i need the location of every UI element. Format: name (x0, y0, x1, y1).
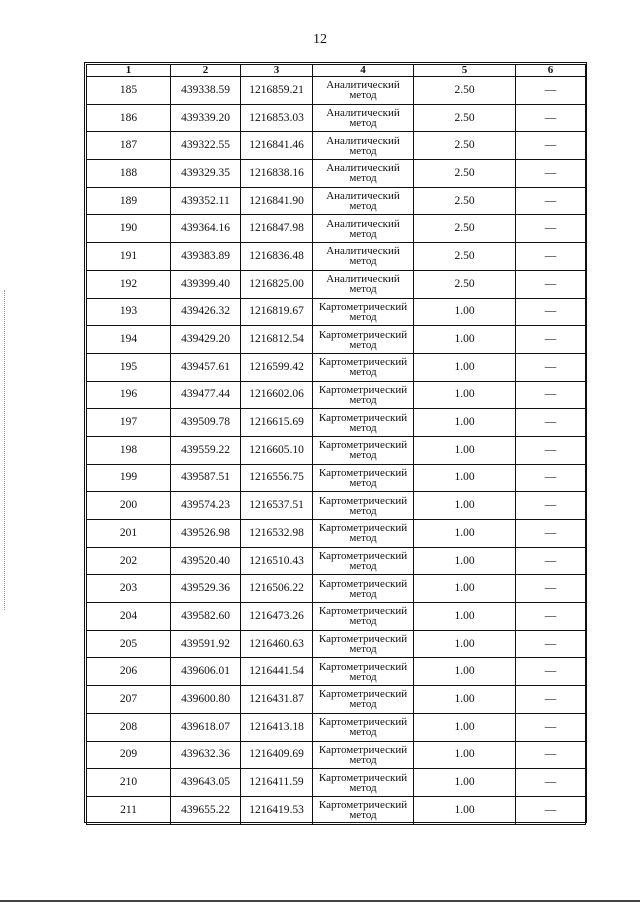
note-cell: — (516, 769, 586, 797)
note-cell: — (516, 547, 586, 575)
y-coordinate-cell: 1216537.51 (241, 492, 313, 520)
method-cell (313, 575, 414, 603)
point-number-cell: 189 (87, 187, 171, 215)
method-text: метод (349, 643, 377, 656)
y-coordinate-cell: 1216853.03 (241, 104, 313, 132)
column-header: 4 (313, 65, 414, 77)
x-coordinate-cell: 439655.22 (171, 796, 241, 824)
accuracy-cell: 1.00 (414, 547, 516, 575)
method-cell (313, 381, 414, 409)
method-text: метод (349, 89, 377, 102)
accuracy-cell: 1.00 (414, 713, 516, 741)
table-row (87, 270, 586, 298)
method-text: метод (349, 587, 377, 600)
method-text: Картометрический (318, 411, 408, 424)
method-cell (313, 132, 414, 160)
accuracy-cell: 1.00 (414, 464, 516, 492)
note-cell: — (516, 215, 586, 243)
x-coordinate-cell: 439587.51 (171, 464, 241, 492)
point-number-cell: 210 (87, 769, 171, 797)
method-text: метод (349, 670, 377, 683)
method-text: метод (349, 809, 377, 822)
y-coordinate-cell: 1216605.10 (241, 436, 313, 464)
accuracy-cell: 1.00 (414, 326, 516, 354)
x-coordinate-cell: 439526.98 (171, 520, 241, 548)
point-number-cell: 201 (87, 520, 171, 548)
method-cell (313, 769, 414, 797)
method-cell (313, 520, 414, 548)
accuracy-cell: 2.50 (414, 160, 516, 188)
accuracy-cell: 1.00 (414, 298, 516, 326)
table-row (87, 464, 586, 492)
x-coordinate-cell: 439591.92 (171, 630, 241, 658)
method-text: метод (349, 393, 377, 406)
note-cell: — (516, 630, 586, 658)
method-cell (313, 464, 414, 492)
method-text: метод (349, 615, 377, 628)
y-coordinate-cell: 1216836.48 (241, 243, 313, 271)
note-cell: — (516, 104, 586, 132)
note-cell: — (516, 77, 586, 105)
table-row (87, 326, 586, 354)
x-coordinate-cell: 439559.22 (171, 436, 241, 464)
x-coordinate-cell: 439429.20 (171, 326, 241, 354)
method-cell (313, 270, 414, 298)
table-row (87, 187, 586, 215)
method-cell (313, 658, 414, 686)
table-row (87, 520, 586, 548)
x-coordinate-cell: 439574.23 (171, 492, 241, 520)
method-text: Картометрический (318, 799, 408, 812)
accuracy-cell: 1.00 (414, 575, 516, 603)
point-number-cell: 211 (87, 796, 171, 824)
method-cell (313, 187, 414, 215)
method-text: метод (349, 117, 377, 130)
method-cell (313, 215, 414, 243)
method-cell (313, 243, 414, 271)
method-text: Картометрический (318, 577, 408, 590)
method-text: Аналитический (326, 245, 400, 258)
accuracy-cell: 2.50 (414, 270, 516, 298)
method-text: метод (349, 200, 377, 213)
point-number-cell: 207 (87, 686, 171, 714)
table-row (87, 409, 586, 437)
method-text: Картометрический (318, 550, 408, 563)
point-number-cell: 193 (87, 298, 171, 326)
method-text: Картометрический (318, 328, 408, 341)
note-cell: — (516, 160, 586, 188)
method-text: метод (349, 366, 377, 379)
method-text: метод (349, 476, 377, 489)
note-cell: — (516, 603, 586, 631)
method-text: Аналитический (326, 162, 400, 175)
column-header: 3 (241, 65, 313, 77)
y-coordinate-cell: 1216838.16 (241, 160, 313, 188)
x-coordinate-cell: 439338.59 (171, 77, 241, 105)
accuracy-cell: 1.00 (414, 492, 516, 520)
table-row (87, 630, 586, 658)
table-row (87, 436, 586, 464)
note-cell: — (516, 187, 586, 215)
table-row (87, 575, 586, 603)
note-cell: — (516, 464, 586, 492)
column-header: 5 (414, 65, 516, 77)
accuracy-cell: 2.50 (414, 187, 516, 215)
accuracy-cell: 2.50 (414, 104, 516, 132)
method-cell (313, 326, 414, 354)
method-text: метод (349, 560, 377, 573)
scan-edge-line (4, 290, 6, 610)
method-text: Картометрический (318, 771, 408, 784)
table-row (87, 769, 586, 797)
method-text: метод (349, 753, 377, 766)
table-row (87, 353, 586, 381)
method-text: Картометрический (318, 605, 408, 618)
method-cell (313, 492, 414, 520)
point-number-cell: 191 (87, 243, 171, 271)
column-header: 1 (87, 65, 171, 77)
page-number: 12 (313, 32, 327, 47)
y-coordinate-cell: 1216510.43 (241, 547, 313, 575)
note-cell: — (516, 520, 586, 548)
method-text: Картометрический (318, 743, 408, 756)
x-coordinate-cell: 439426.32 (171, 298, 241, 326)
accuracy-cell: 2.50 (414, 77, 516, 105)
x-coordinate-cell: 439632.36 (171, 741, 241, 769)
point-number-cell: 202 (87, 547, 171, 575)
accuracy-cell: 1.00 (414, 741, 516, 769)
method-text: метод (349, 227, 377, 240)
point-number-cell: 187 (87, 132, 171, 160)
accuracy-cell: 1.00 (414, 630, 516, 658)
table-header-row (87, 65, 586, 77)
table-row (87, 492, 586, 520)
method-text: метод (349, 532, 377, 545)
point-number-cell: 186 (87, 104, 171, 132)
note-cell: — (516, 741, 586, 769)
point-number-cell: 196 (87, 381, 171, 409)
accuracy-cell: 1.00 (414, 686, 516, 714)
note-cell: — (516, 409, 586, 437)
accuracy-cell: 1.00 (414, 409, 516, 437)
accuracy-cell: 1.00 (414, 603, 516, 631)
table-row (87, 104, 586, 132)
y-coordinate-cell: 1216506.22 (241, 575, 313, 603)
y-coordinate-cell: 1216847.98 (241, 215, 313, 243)
table-row (87, 713, 586, 741)
note-cell: — (516, 298, 586, 326)
table-row (87, 547, 586, 575)
method-cell (313, 796, 414, 824)
method-text: метод (349, 255, 377, 268)
y-coordinate-cell: 1216812.54 (241, 326, 313, 354)
coordinates-table (86, 64, 586, 825)
note-cell: — (516, 243, 586, 271)
y-coordinate-cell: 1216599.42 (241, 353, 313, 381)
y-coordinate-cell: 1216615.69 (241, 409, 313, 437)
method-text: метод (349, 144, 377, 157)
method-text: Картометрический (318, 688, 408, 701)
method-text: Картометрический (318, 466, 408, 479)
x-coordinate-cell: 439520.40 (171, 547, 241, 575)
accuracy-cell: 1.00 (414, 353, 516, 381)
y-coordinate-cell: 1216411.59 (241, 769, 313, 797)
point-number-cell: 206 (87, 658, 171, 686)
y-coordinate-cell: 1216859.21 (241, 77, 313, 105)
y-coordinate-cell: 1216825.00 (241, 270, 313, 298)
method-cell (313, 353, 414, 381)
y-coordinate-cell: 1216431.87 (241, 686, 313, 714)
method-cell (313, 104, 414, 132)
table-row (87, 243, 586, 271)
x-coordinate-cell: 439339.20 (171, 104, 241, 132)
table-row (87, 686, 586, 714)
x-coordinate-cell: 439364.16 (171, 215, 241, 243)
method-text: метод (349, 781, 377, 794)
method-text: метод (349, 421, 377, 434)
accuracy-cell: 1.00 (414, 658, 516, 686)
method-text: Аналитический (326, 134, 400, 147)
accuracy-cell: 2.50 (414, 132, 516, 160)
note-cell: — (516, 436, 586, 464)
method-cell (313, 77, 414, 105)
point-number-cell: 205 (87, 630, 171, 658)
method-text: Картометрический (318, 716, 408, 729)
method-cell (313, 713, 414, 741)
note-cell: — (516, 492, 586, 520)
table-row (87, 796, 586, 824)
method-text: метод (349, 310, 377, 323)
table-row (87, 741, 586, 769)
point-number-cell: 204 (87, 603, 171, 631)
x-coordinate-cell: 439582.60 (171, 603, 241, 631)
note-cell: — (516, 270, 586, 298)
method-cell (313, 160, 414, 188)
x-coordinate-cell: 439509.78 (171, 409, 241, 437)
method-text: Аналитический (326, 273, 400, 286)
method-text: Картометрический (318, 439, 408, 452)
method-text: Картометрический (318, 300, 408, 313)
y-coordinate-cell: 1216419.53 (241, 796, 313, 824)
note-cell: — (516, 658, 586, 686)
table-row (87, 77, 586, 105)
method-text: Аналитический (326, 79, 400, 92)
x-coordinate-cell: 439322.55 (171, 132, 241, 160)
point-number-cell: 195 (87, 353, 171, 381)
method-text: Аналитический (326, 217, 400, 230)
method-cell (313, 741, 414, 769)
accuracy-cell: 1.00 (414, 436, 516, 464)
accuracy-cell: 1.00 (414, 796, 516, 824)
method-text: Аналитический (326, 190, 400, 203)
method-cell (313, 409, 414, 437)
method-text: метод (349, 283, 377, 296)
y-coordinate-cell: 1216413.18 (241, 713, 313, 741)
y-coordinate-cell: 1216841.46 (241, 132, 313, 160)
table-row (87, 298, 586, 326)
note-cell: — (516, 686, 586, 714)
method-text: Картометрический (318, 522, 408, 535)
method-cell (313, 686, 414, 714)
note-cell: — (516, 381, 586, 409)
note-cell: — (516, 575, 586, 603)
method-text: Аналитический (326, 107, 400, 120)
column-header: 2 (171, 65, 241, 77)
y-coordinate-cell: 1216819.67 (241, 298, 313, 326)
accuracy-cell: 1.00 (414, 381, 516, 409)
point-number-cell: 209 (87, 741, 171, 769)
y-coordinate-cell: 1216532.98 (241, 520, 313, 548)
point-number-cell: 188 (87, 160, 171, 188)
accuracy-cell: 2.50 (414, 215, 516, 243)
point-number-cell: 185 (87, 77, 171, 105)
x-coordinate-cell: 439329.35 (171, 160, 241, 188)
method-cell (313, 630, 414, 658)
method-text: метод (349, 449, 377, 462)
x-coordinate-cell: 439383.89 (171, 243, 241, 271)
table-row (87, 132, 586, 160)
table-row (87, 160, 586, 188)
method-text: метод (349, 504, 377, 517)
note-cell: — (516, 132, 586, 160)
method-cell (313, 436, 414, 464)
point-number-cell: 198 (87, 436, 171, 464)
x-coordinate-cell: 439606.01 (171, 658, 241, 686)
point-number-cell: 190 (87, 215, 171, 243)
method-cell (313, 547, 414, 575)
y-coordinate-cell: 1216473.26 (241, 603, 313, 631)
method-text: Картометрический (318, 383, 408, 396)
method-cell (313, 298, 414, 326)
accuracy-cell: 1.00 (414, 769, 516, 797)
point-number-cell: 203 (87, 575, 171, 603)
y-coordinate-cell: 1216841.90 (241, 187, 313, 215)
x-coordinate-cell: 439457.61 (171, 353, 241, 381)
y-coordinate-cell: 1216409.69 (241, 741, 313, 769)
table-row (87, 381, 586, 409)
y-coordinate-cell: 1216441.54 (241, 658, 313, 686)
method-text: метод (349, 698, 377, 711)
table-row (87, 215, 586, 243)
x-coordinate-cell: 439399.40 (171, 270, 241, 298)
y-coordinate-cell: 1216460.63 (241, 630, 313, 658)
column-header: 6 (516, 65, 586, 77)
method-cell (313, 603, 414, 631)
x-coordinate-cell: 439618.07 (171, 713, 241, 741)
note-cell: — (516, 796, 586, 824)
method-text: метод (349, 338, 377, 351)
method-text: метод (349, 726, 377, 739)
note-cell: — (516, 353, 586, 381)
x-coordinate-cell: 439352.11 (171, 187, 241, 215)
x-coordinate-cell: 439643.05 (171, 769, 241, 797)
y-coordinate-cell: 1216556.75 (241, 464, 313, 492)
note-cell: — (516, 326, 586, 354)
method-text: Картометрический (318, 633, 408, 646)
x-coordinate-cell: 439600.80 (171, 686, 241, 714)
accuracy-cell: 1.00 (414, 520, 516, 548)
y-coordinate-cell: 1216602.06 (241, 381, 313, 409)
point-number-cell: 194 (87, 326, 171, 354)
method-text: Картометрический (318, 494, 408, 507)
accuracy-cell: 2.50 (414, 243, 516, 271)
note-cell: — (516, 713, 586, 741)
table-body (87, 77, 586, 825)
point-number-cell: 199 (87, 464, 171, 492)
table-row (87, 603, 586, 631)
point-number-cell: 192 (87, 270, 171, 298)
method-text: Картометрический (318, 356, 408, 369)
point-number-cell: 197 (87, 409, 171, 437)
point-number-cell: 200 (87, 492, 171, 520)
table-row (87, 658, 586, 686)
x-coordinate-cell: 439477.44 (171, 381, 241, 409)
point-number-cell: 208 (87, 713, 171, 741)
x-coordinate-cell: 439529.36 (171, 575, 241, 603)
page-bottom-rule (0, 900, 640, 902)
method-text: Картометрический (318, 660, 408, 673)
method-text: метод (349, 172, 377, 185)
